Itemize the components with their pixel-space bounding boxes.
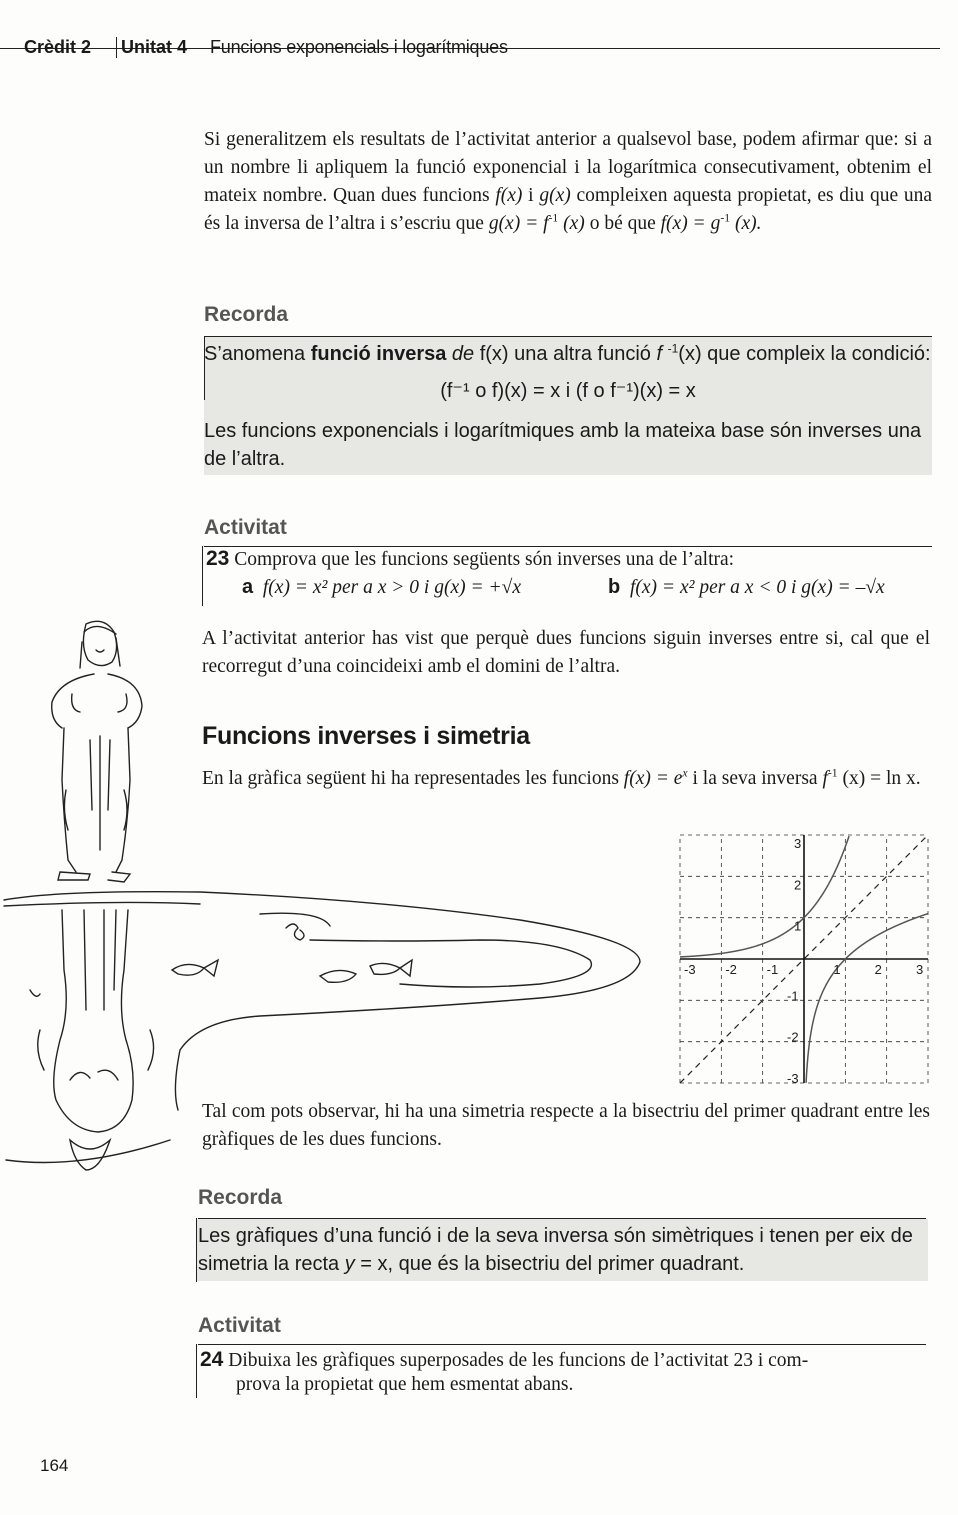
x-tick-label: -3 (684, 962, 696, 977)
recorda-note: Les funcions exponencials i logarítmiques amb la mateixa base són inverses una de l’altra. (204, 420, 922, 470)
recorda-side-rule-2 (196, 1218, 197, 1282)
activitat-23-item-b: b f(x) = x² per a x < 0 i g(x) = –√x (608, 576, 885, 598)
activitat-24-continuation: prova la propietat que hem esmentat abans. (236, 1374, 574, 1395)
x-tick-label: -1 (766, 962, 779, 977)
intro-paragraph: Si generalitzem els resultats de l’activitat anterior a qualsevol base, podem afirmar que: si a un nombre li apliquem la funció exponencial i la logarítmica consecutivament, obtenim el mateix nombre. Quan dues funcions f(x) i g(x) compleixen aquesta propietat, es diu que una és la inversa de l’altra i s’escriu que $g(x) = f^{-1}$ (x) o bé que $f(x) = g^{-1}$ (x). (204, 129, 933, 234)
domain-range-paragraph: A l’activitat anterior has vist que perquè dues funcions siguin inverses entre si, cal que el recorregut d’una coincideixi amb el domini de l’altra. (202, 628, 930, 677)
activitat-23-item-a: a f(x) = x² per a x > 0 i g(x) = +√x (242, 576, 522, 598)
header-unit: Unitat 4 (116, 37, 187, 58)
activitat-title-2: Activitat (198, 1314, 281, 1337)
y-tick-label: 2 (794, 877, 802, 893)
activitat-24-statement: 24 Dibuixa les gràfiques superposades de les funcions de l’activitat 23 i com- (200, 1348, 809, 1371)
page-number: 164 (40, 1456, 69, 1475)
x-tick-label: -2 (725, 962, 737, 977)
y-tick-label: -1 (787, 988, 799, 1004)
y-tick-label: 1 (794, 918, 802, 934)
recorda-rule-2 (198, 1218, 926, 1219)
x-tick-label: 2 (874, 962, 882, 977)
recorda-definition: S’anomena funció inversa de f(x) una altra funció f $^{-1}$(x) que compleix la condició: (204, 341, 931, 365)
recorda-symmetry-note: Les gràfiques d’una funció i de la seva inversa són simètriques i tenen per eix de simetria la recta y = x, que és la bisectriu del primer quadrant. (198, 1225, 913, 1275)
recorda-rule (204, 336, 932, 337)
section-heading: Funcions inverses i simetria (202, 722, 530, 750)
header-credit: Crèdit 2 (24, 37, 92, 57)
x-tick-label: 3 (916, 962, 924, 977)
activitat-23-statement: 23 Comprova que les funcions següents són inverses una de l’altra: (206, 547, 735, 570)
activitat-side-rule (202, 546, 203, 606)
activitat-title: Activitat (204, 516, 287, 539)
recorda-title: Recorda (204, 303, 289, 326)
recorda-equation: (f⁻¹ o f)(x) = x i (f o f⁻¹)(x) = x (440, 380, 696, 402)
symmetry-paragraph: Tal com pots observar, hi ha una simetria respecte a la bisectriu del primer quadrant entre les gràfiques de les dues funcions. (202, 1101, 930, 1150)
recorda-title-2: Recorda (198, 1186, 283, 1209)
graph-intro-paragraph: En la gràfica següent hi ha representades les funcions $f(x) = e^x$ i la seva inversa $f^{-1}$ (x) = ln x. (202, 766, 921, 789)
x-tick-label: 1 (833, 962, 841, 977)
y-tick-label: 3 (794, 836, 802, 851)
activitat-rule-2 (198, 1344, 926, 1345)
exp-log-graph (678, 833, 930, 1085)
y-tick-label: -2 (787, 1029, 799, 1045)
y-tick-label: -3 (787, 1071, 799, 1085)
activitat-side-rule-2 (196, 1344, 197, 1398)
header-title: Funcions exponencials i logarítmiques (210, 37, 508, 57)
